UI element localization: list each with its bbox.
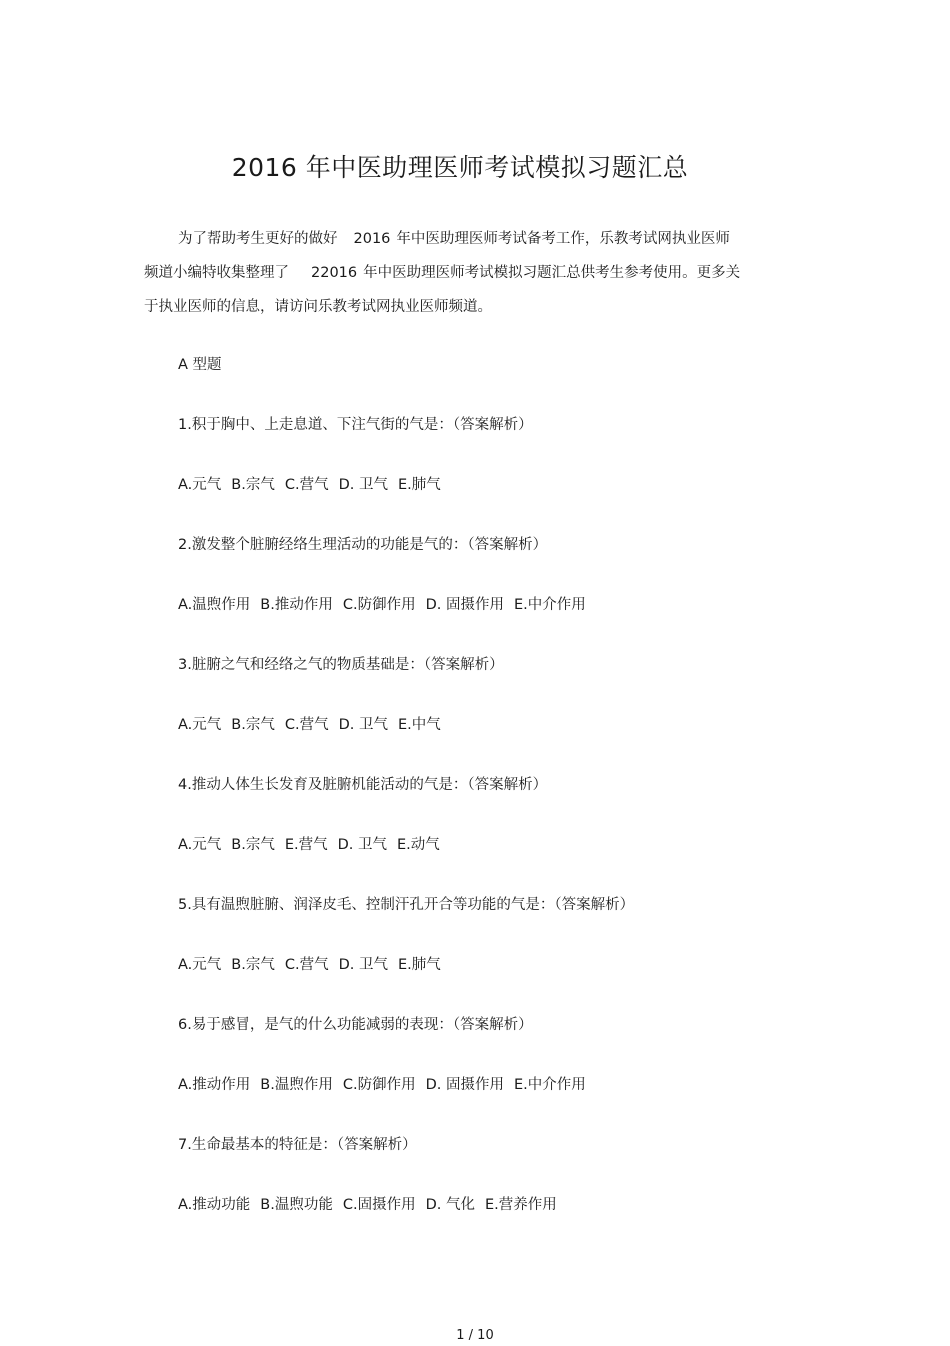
option: A.元气	[178, 717, 222, 733]
option: E.营气	[284, 837, 328, 853]
option: C.营气	[284, 477, 329, 493]
intro-line-1	[144, 222, 764, 256]
answer-options	[178, 830, 798, 890]
option: B.宗气	[231, 477, 275, 493]
question-text: 1.积于胸中、上走息道、下注气街的气是：（答案解析）	[178, 417, 533, 433]
option: D. 卫气	[338, 957, 388, 973]
option: D. 气化	[425, 1197, 475, 1213]
option: E.肺气	[397, 957, 441, 973]
option: D. 卫气	[338, 717, 388, 733]
answer-options	[178, 1190, 798, 1250]
option: E.营养作用	[484, 1197, 557, 1213]
option: E.肺气	[397, 477, 441, 493]
intro-text: 频道小编特收集整理了	[144, 265, 289, 281]
option: B.推动作用	[260, 597, 333, 613]
answer-options	[178, 710, 798, 770]
intro-text: 年中医助理医师考试备考工作，乐教考试网执业医师	[396, 231, 730, 247]
option: E.中介作用	[513, 1077, 586, 1093]
option: C.营气	[284, 957, 329, 973]
page-indicator: 1 / 10	[456, 1328, 494, 1343]
answer-options	[178, 1070, 798, 1130]
option: A.温煦作用	[178, 597, 251, 613]
option: C.营气	[284, 717, 329, 733]
option: E.中气	[397, 717, 441, 733]
option: A.元气	[178, 957, 222, 973]
intro-paragraph	[144, 222, 764, 324]
intro-text: 年中医助理医师考试模拟习题汇总供考生参考使用。更多关	[363, 265, 741, 281]
option: C.固摄作用	[342, 1197, 416, 1213]
option: B.温煦作用	[260, 1077, 333, 1093]
question-text: 7.生命最基本的特征是：（答案解析）	[178, 1137, 417, 1153]
question-text: 6.易于感冒，是气的什么功能减弱的表现：（答案解析）	[178, 1017, 533, 1033]
option: D. 固摄作用	[425, 597, 504, 613]
question-text: 3.脏腑之气和经络之气的物质基础是：（答案解析）	[178, 657, 504, 673]
option: E.中介作用	[513, 597, 586, 613]
intro-line-2	[144, 256, 764, 290]
intro-text: 为了帮助考生更好的做好	[178, 231, 338, 247]
option: B.宗气	[231, 957, 275, 973]
question-list	[178, 350, 798, 1250]
option: A.元气	[178, 477, 222, 493]
option: D. 卫气	[337, 837, 388, 853]
option: B.温煦功能	[260, 1197, 333, 1213]
option: C.防御作用	[342, 597, 416, 613]
option: B.宗气	[231, 717, 275, 733]
option: A.推动作用	[178, 1077, 251, 1093]
option: D. 固摄作用	[425, 1077, 504, 1093]
answer-options	[178, 950, 798, 1010]
document-title: 2016 年中医助理医师考试模拟习题汇总	[231, 153, 689, 182]
intro-year: 22016	[311, 265, 358, 281]
option: B.宗气	[231, 837, 275, 853]
answer-options	[178, 590, 798, 650]
section-heading: A 型题	[178, 357, 222, 373]
option: C.防御作用	[342, 1077, 416, 1093]
option: D. 卫气	[338, 477, 388, 493]
question-text: 4.推动人体生长发育及脏腑机能活动的气是：（答案解析）	[178, 777, 548, 793]
option: E.动气	[397, 837, 440, 853]
option: A.推动功能	[178, 1197, 251, 1213]
intro-year: 2016	[353, 231, 391, 247]
option: A.元气	[178, 837, 222, 853]
intro-line-3: 于执业医师的信息，请访问乐教考试网执业医师频道。	[144, 299, 492, 315]
question-text: 5.具有温煦脏腑、润泽皮毛、控制汗孔开合等功能的气是：（答案解析）	[178, 897, 635, 913]
answer-options	[178, 470, 798, 530]
question-text: 2.激发整个脏腑经络生理活动的功能是气的：（答案解析）	[178, 537, 548, 553]
